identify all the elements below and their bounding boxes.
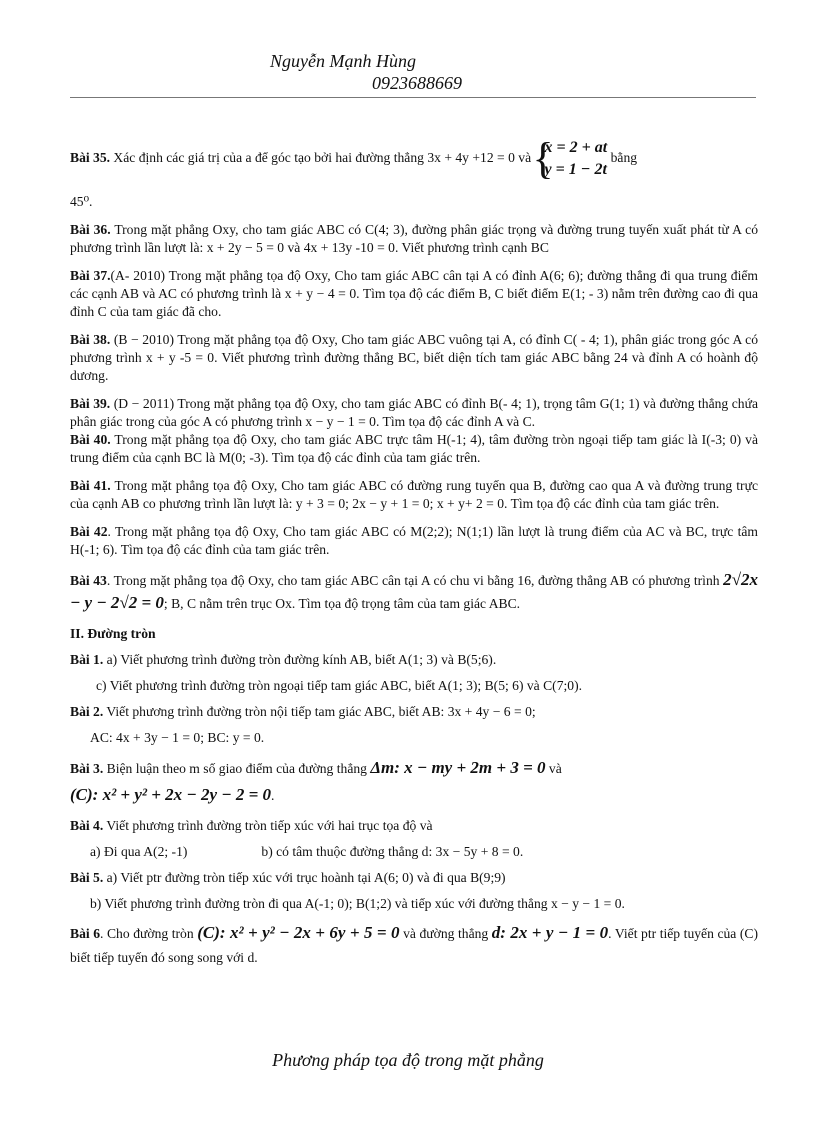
- circle-exercise-2-line2: AC: 4x + 3y − 1 = 0; BC: y = 0.: [90, 730, 265, 745]
- system-line-2: y = 1 − 2t: [544, 161, 607, 178]
- exercise-text: a) Viết phương trình đường tròn đường kính AB, biết A(1; 3) và B(5;6).: [103, 652, 497, 667]
- brace-icon: {: [532, 134, 554, 183]
- exercise-text: (B − 2010) Trong mặt phẳng tọa độ Oxy, Cho tam giác ABC vuông tại A, có đỉnh C( - 4; 1), phân giác trong góc A có phương trình x + y -5 = 0. Viết phương trình đường thẳng BC, biết diện tích tam giác ABC bằng 24 và đỉnh A có hoành độ dương.: [70, 332, 759, 383]
- exercise-label: Bài 5.: [70, 870, 104, 885]
- circle-equation: (C): x² + y² − 2x + 6y + 5 = 0: [197, 923, 400, 942]
- exercise-text: . Trong mặt phẳng tọa độ Oxy, Cho tam giác ABC có M(2;2); N(1;1) lần lượt là trung điểm của AC và BC, trực tâm H(-1; 6). Tìm tọa độ các đỉnh của tam giác trên.: [70, 524, 758, 557]
- exercise-label: Bài 42: [70, 524, 108, 539]
- exercise-38: [70, 331, 758, 385]
- parametric-system: [532, 134, 608, 183]
- page-footer: Phương pháp tọa độ trong mặt phẳng: [272, 1050, 544, 1070]
- circle-exercise-1c: c) Viết phương trình đường tròn ngoại tiếp tam giác ABC, biết A(1; 3); B(5; 6) và C(7;0).: [96, 678, 583, 693]
- exercise-label: Bài 43: [70, 573, 107, 588]
- exercise-text: Viết phương trình đường tròn nội tiếp tam giác ABC, biết AB: 3x + 4y − 6 = 0;: [103, 704, 536, 719]
- section-heading: II. Đường tròn: [70, 626, 156, 641]
- exercise-35-tail: 45⁰.: [70, 194, 93, 209]
- exercise-label: Bài 3.: [70, 761, 104, 776]
- exercise-label: Bài 4.: [70, 818, 104, 833]
- exercise-41: [70, 477, 758, 513]
- document-body: [70, 134, 759, 970]
- circle-equation: (C): x² + y² + 2x − 2y − 2 = 0: [70, 785, 272, 804]
- circle-exercise-4: [70, 817, 758, 835]
- circle-exercise-4-parts: [70, 843, 758, 861]
- exercise-text: Trong mặt phẳng tọa độ Oxy, Cho tam giác ABC có đường rung tuyến qua B, đường cao qua A và đường trung trực của cạnh AB co phương trình lần lượt là: y + 3 = 0; 2x − y + 1 = 0; x + y+ 2 = 0. Tìm tọa độ các đỉnh của tam giác trên.: [70, 478, 758, 511]
- author-name: Nguyễn Mạnh Hùng: [270, 51, 416, 71]
- exercise-35: [70, 134, 758, 183]
- exercise-label: Bài 35.: [70, 150, 111, 166]
- circle-exercise-5: [70, 869, 758, 887]
- circle-exercise-3: [70, 755, 758, 809]
- exercise-text: Viết phương trình đường tròn tiếp xúc với hai trục tọa độ và: [103, 818, 433, 833]
- system-line-1: x = 2 + at: [544, 139, 608, 156]
- exercise-40: [70, 431, 758, 467]
- exercise-text: Biện luận theo m số giao điểm của đường thẳng: [103, 761, 371, 776]
- period: .: [271, 788, 275, 803]
- exercise-label: Bài 37.: [70, 268, 111, 283]
- exercise-text: Trong mặt phẳng Oxy, cho tam giác ABC có C(4; 3), đường phân giác trọng và đường trung tuyến xuất phát từ A có phương trình lần lượt là: x + 2y − 5 = 0 và 4x + 13y -10 = 0. Viết phương trình cạnh BC: [70, 222, 758, 255]
- exercise-text: (D − 2011) Trong mặt phẳng tọa độ Oxy, cho tam giác ABC có đỉnh B(- 4; 1), trọng tâm G(1; 1) và đường thẳng chứa phân giác trong của góc A có phương trình x − y − 1 = 0. Tìm tọa độ các đỉnh A và C.: [70, 396, 759, 429]
- exercise-43: [70, 569, 758, 615]
- exercise-37: [70, 267, 758, 321]
- exercise-36: [70, 221, 758, 257]
- exercise-label: Bài 1.: [70, 652, 104, 667]
- line-equation: d: 2x + y − 1 = 0: [491, 923, 609, 942]
- exercise-39: [70, 395, 758, 431]
- exercise-label: Bài 40.: [70, 432, 111, 447]
- circle-exercise-6: [70, 921, 758, 970]
- exercise-42: [70, 523, 758, 559]
- line-equation: 2√2x − y − 2√2 = 0: [70, 570, 758, 612]
- part-a: a) Đi qua A(2; -1): [90, 844, 188, 859]
- exercise-label: Bài 41.: [70, 478, 111, 493]
- exercise-text: Trong mặt phẳng tọa độ Oxy, cho tam giác ABC trực tâm H(-1; 4), tâm đường tròn ngoại tiếp tam giác là I(-3; 0) và trung điểm của cạnh BC là M(0; -3). Tìm tọa độ các đỉnh của tam giác trên.: [70, 432, 758, 465]
- exercise-text: (A- 2010) Trong mặt phẳng tọa độ Oxy, Cho tam giác ABC cân tại A có đỉnh A(6; 6); đường thẳng đi qua trung điểm các cạnh AB và AC có phương trình là x + y − 4 = 0. Tìm tọa độ các điểm B, C biết điểm E(1; - 3) nằm trên đường cao đi qua đỉnh C của tam giác đã cho.: [70, 268, 758, 319]
- line-family-equation: Δm: x − my + 2m + 3 = 0: [370, 758, 546, 777]
- circle-exercise-1: [70, 651, 758, 669]
- conjunction: và: [545, 761, 562, 776]
- circle-exercise-5b: b) Viết phương trình đường tròn đi qua A(-1; 0); B(1;2) và tiếp xúc với đường thẳng x − y − 1 = 0.: [90, 896, 625, 911]
- exercise-text: . Cho đường tròn: [100, 926, 198, 941]
- exercise-text-end: bằng: [607, 150, 638, 166]
- circle-exercise-2: [70, 703, 758, 721]
- exercise-label: Bài 6: [70, 926, 101, 941]
- exercise-label: Bài 2.: [70, 704, 104, 719]
- author-phone: 0923688669: [372, 73, 462, 93]
- part-b: b) có tâm thuộc đường thẳng d: 3x − 5y + 8 = 0.: [261, 844, 524, 859]
- exercise-text-end: . Viết ptr tiếp tuyến của (C) biết tiếp tuyến đó song song với d.: [70, 926, 758, 965]
- header-rule: [70, 97, 756, 98]
- exercise-text: a) Viết ptr đường tròn tiếp xúc với trục hoành tại A(6; 0) và đi qua B(9;9): [103, 870, 506, 885]
- exercise-text-end: ; B, C nằm trên trục Ox. Tìm tọa độ trọng tâm của tam giác ABC.: [163, 596, 521, 611]
- exercise-text: Xác định các giá trị của a để góc tạo bởi hai đường thẳng 3x + 4y +12 = 0 và: [110, 150, 532, 166]
- exercise-text: . Trong mặt phẳng tọa độ Oxy, cho tam giác ABC cân tại A có chu vi bằng 16, đường thẳng AB có phương trình: [106, 573, 724, 588]
- exercise-label: Bài 38.: [70, 332, 111, 347]
- exercise-text-mid: và đường thẳng: [399, 926, 492, 941]
- exercise-label: Bài 36.: [70, 222, 111, 237]
- exercise-label: Bài 39.: [70, 396, 111, 411]
